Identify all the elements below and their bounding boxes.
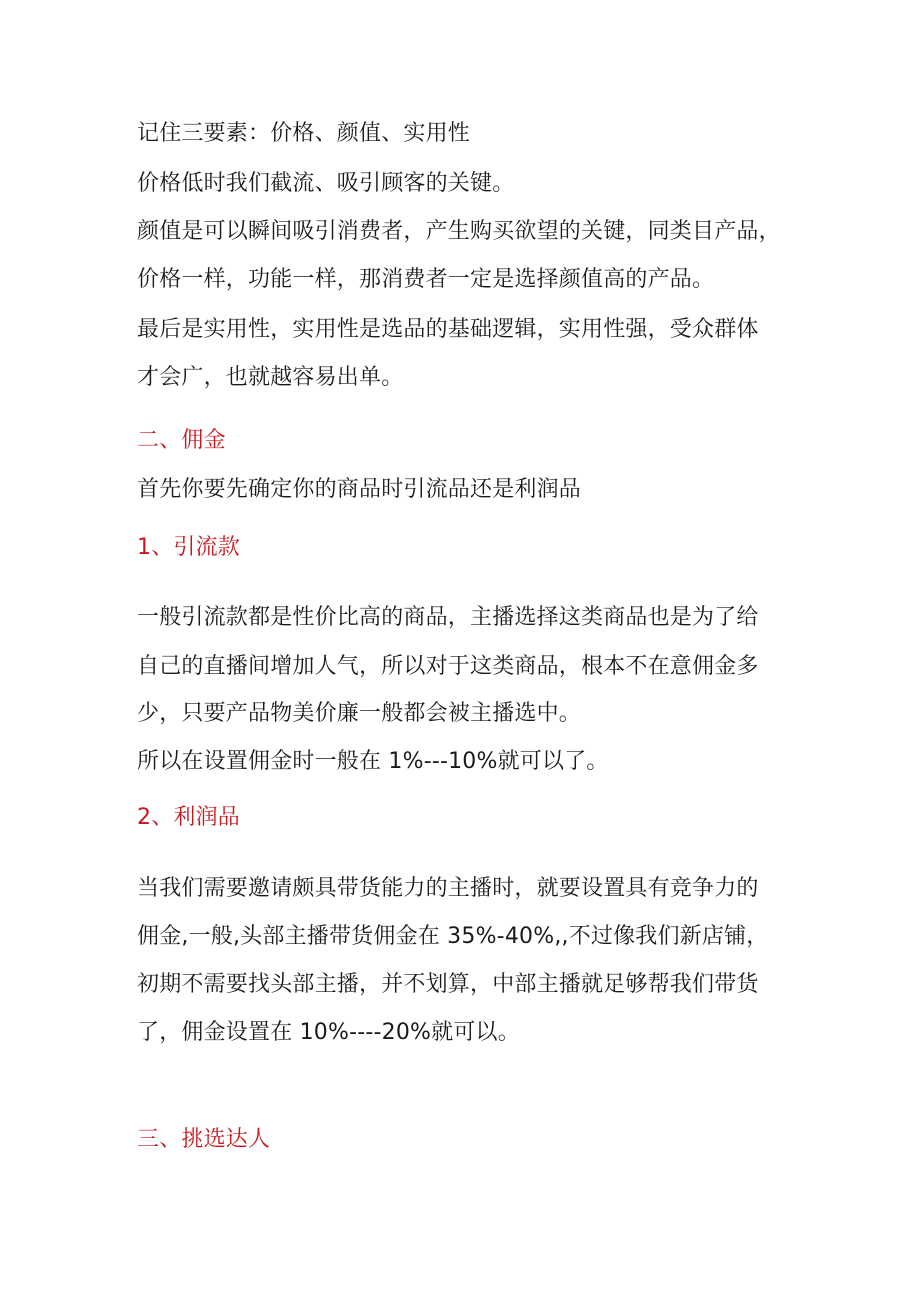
body-line: 颜值是可以瞬间吸引消费者，产生购买欲望的关键，同类目产品， [137,219,781,244]
section-heading-commission: 二、佣金 [137,428,226,453]
body-line: 所以在设置佣金时一般在 1%---10%就可以了。 [137,749,609,774]
body-line: 佣金,一般,头部主播带货佣金在 35%-40%,,不过像我们新店铺， [137,924,769,949]
body-line: 记住三要素：价格、颜值、实用性 [137,121,471,146]
body-line: 当我们需要邀请颇具带货能力的主播时，就要设置具有竞争力的 [137,876,759,901]
body-line: 价格一样，功能一样，那消费者一定是选择颜值高的产品。 [137,267,715,292]
body-line: 一般引流款都是性价比高的商品，主播选择这类商品也是为了给 [137,605,759,630]
body-line: 初期不需要找头部主播，并不划算，中部主播就足够帮我们带货 [137,972,759,997]
section-heading-select-influencers: 三、挑选达人 [137,1127,271,1152]
body-line: 自己的直播间增加人气，所以对于这类商品，根本不在意佣金多 [137,654,759,679]
body-line: 首先你要先确定你的商品时引流品还是利润品 [137,477,582,502]
subheading-traffic-product: 1、引流款 [137,535,240,560]
body-line: 最后是实用性，实用性是选品的基础逻辑，实用性强，受众群体 [137,317,759,342]
body-line: 了，佣金设置在 10%----20%就可以。 [137,1020,520,1045]
subheading-profit-product: 2、利润品 [137,805,240,830]
body-line: 少，只要产品物美价廉一般都会被主播选中。 [137,701,582,726]
body-line: 价格低时我们截流、吸引顾客的关键。 [137,171,515,196]
body-line: 才会广，也就越容易出单。 [137,365,404,390]
